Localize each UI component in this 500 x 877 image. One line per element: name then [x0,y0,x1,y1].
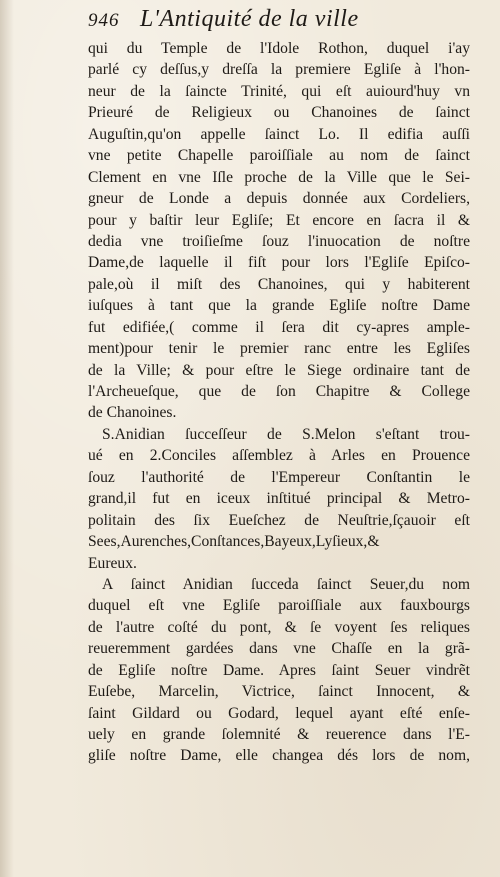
text-line: Dame,de laquelle il fiſt pour lors l'Egliſe Epiſco- [88,254,470,272]
text-line: de l'autre coſté du pont, & ſe voyent ſes reliques [88,618,470,636]
text-line: de Egliſe noſtre Dame. Apres ſaint Seuer vindrẽt [88,661,470,679]
text-line: Eureux. [88,554,137,572]
text-line: Auguſtin,qu'on appelle ſainct Lo. Il edifia auſſi [88,125,470,143]
text-line: ſouz l'authorité de l'Empereur Conſtantin le [88,468,470,486]
text-line: ment)pour tenir le premier ranc entre les Egliſes [88,340,470,358]
text-line: parlé cy deſſus,y dreſſa la premiere Egliſe à l'hon- [88,61,470,79]
text-line: qui du Temple de l'Idole Rothon, duquel i'ay [88,40,470,57]
text-line: Prieuré de Religieux ou Chanoines de ſainct [88,104,470,122]
running-title: L'Antiquité de la ville [140,6,359,32]
text-line: ué en 2.Conciles aſſemblez à Arles en Prouence [88,447,470,465]
text-line: Clement en vne Iſle proche de la Ville que le Sei- [88,168,470,186]
text-line: S.Anidian ſucceſſeur de S.Melon s'eſtant trou- [102,425,470,443]
text-line: de la Ville; & pour eſtre le Siege ordinaire tant de [88,361,470,379]
text-line: Euſebe, Marcelin, Victrice, ſainct Innocent, & [88,683,470,701]
text-line: gliſe noſtre Dame, elle changea dés lors de nom, [88,747,470,765]
text-line: de Chanoines. [88,404,177,422]
text-line: vne petite Chapelle paroiſſiale au nom de ſainct [88,147,470,165]
page-number: 946 [88,10,120,31]
text-line: l'Archeueſque, que de ſon Chapitre & College [88,383,470,400]
text-line: uely en grande ſolemnité & reuerence dans l'E- [88,726,470,743]
text-line: duquel eſt vne Egliſe paroiſſiale aux fauxbourgs [88,597,470,615]
page-header [88,6,468,36]
text-line: gneur de Londe a depuis donnée aux Cordeliers, [88,190,470,208]
text-line: A ſainct Anidian ſucceda ſainct Seuer,du nom [102,575,470,593]
text-line: pale,où il miſt des Chanoines, qui y habiterent [88,275,470,293]
text-line: grand,il fut en iceux inſtitué principal & Metro- [88,490,470,508]
text-line: neur de la ſaincte Trinité, qui eſt auiourd'huy vn [88,82,470,100]
text-line: Sees,Aurenches,Conſtances,Bayeux,Lyſieux,& [88,533,380,551]
text-line: politain des ſix Eueſchez de Neuſtrie,ſçauoir eſt [88,511,470,529]
body-text [88,38,470,767]
text-line: reueremment gardées dans vne Chaſſe en la grã- [88,640,470,658]
text-line: ſaint Gildard ou Godard, lequel ayant eſté enſe- [88,704,470,722]
text-line: dedia vne troiſieſme ſouz l'inuocation de noſtre [88,232,470,250]
text-line: pour y baſtir leur Egliſe; Et encore en ſacra il & [88,211,470,229]
text-line: iuſques à tant que la grande Egliſe noſtre Dame [88,297,470,315]
text-line: fut edifiée,( comme il ſera dit cy-apres ample- [88,318,470,336]
